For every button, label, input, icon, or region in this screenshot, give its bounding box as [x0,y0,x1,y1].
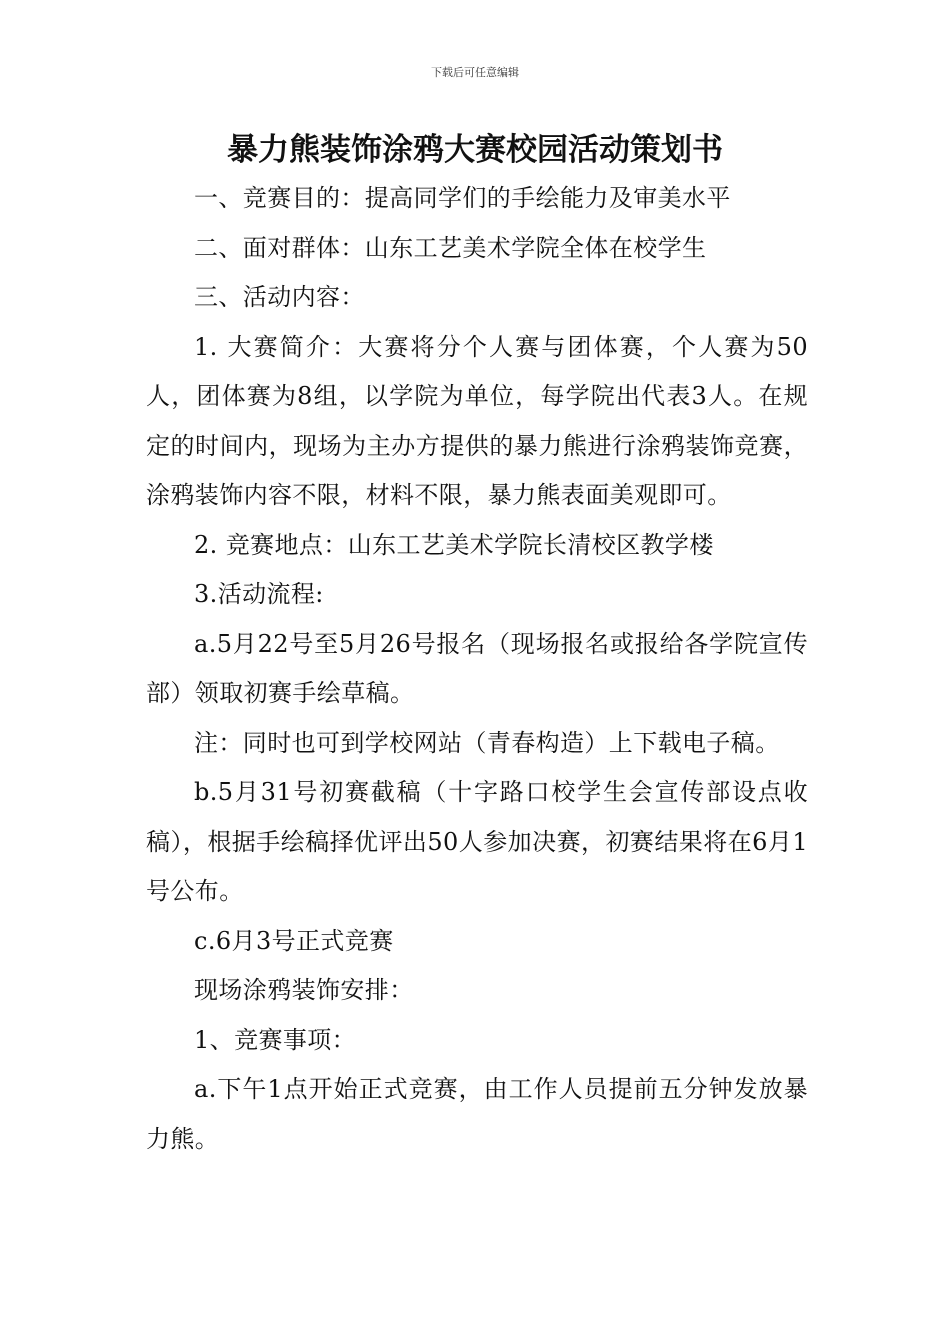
paragraph-location: 2. 竞赛地点：山东工艺美术学院长清校区教学楼 [194,530,714,559]
paragraph-intro: 1. 大赛简介：大赛将分个人赛与团体赛，个人赛为50人，团体赛为8组，以学院为单位，每学院出代表3人。在规定的时间内，现场为主办方提供的暴力熊进行涂鸦装饰竞赛，涂鸦装饰内容不限，材料不限，暴力熊表面美观即可。 [146,332,808,509]
paragraph-process-heading: 3.活动流程: [194,580,324,608]
paragraph-onsite-arrangement: 现场涂鸦装饰安排： [194,976,414,1004]
paragraph-goal: 一、竞赛目的：提高同学们的手绘能力及审美水平 [194,184,731,212]
paragraph-note: 注：同时也可到学校网站（青春构造）上下载电子稿。 [194,728,780,757]
paragraph-competition: c.6月3号正式竞赛 [194,926,394,955]
paragraph-registration: a.5月22号至5月26号报名（现场报名或报给各学院宣传部）领取初赛手绘草稿。 [146,629,808,707]
paragraph-content-heading: 三、活动内容： [194,283,365,311]
paragraph-audience: 二、面对群体：山东工艺美术学院全体在校学生 [194,233,707,262]
document-title: 暴力熊装饰涂鸦大赛校园活动策划书 [227,132,723,168]
paragraph-deadline: b.5月31号初赛截稿（十字路口校学生会宣传部设点收稿），根据手绘稿择优评出50人参加决赛，初赛结果将在6月1号公布。 [146,778,808,905]
header-note: 下载后可任意编辑 [431,66,519,79]
paragraph-start-time: a.下午1点开始正式竞赛，由工作人员提前五分钟发放暴力熊。 [146,1075,808,1153]
paragraph-matters-heading: 1、竞赛事项： [194,1025,357,1054]
document-body [146,174,808,1164]
